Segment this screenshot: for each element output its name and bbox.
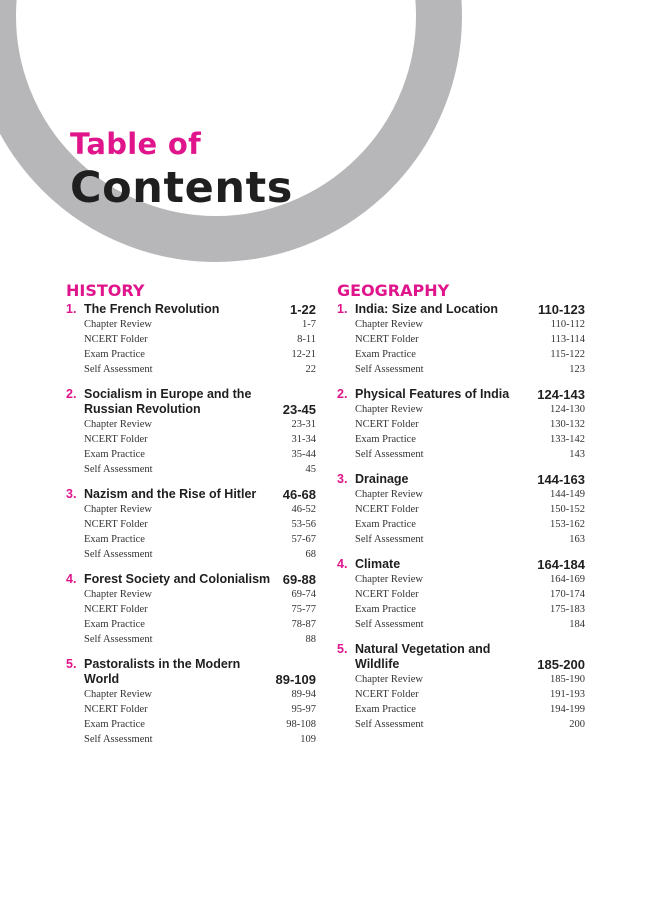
history-chapter-2 [66, 387, 316, 477]
subsection-label: Self Assessment [84, 464, 153, 475]
subsection-label: Chapter Review [355, 404, 423, 415]
subsection-label: NCERT Folder [355, 689, 419, 700]
subsection-item [84, 332, 316, 347]
subsection-label: Exam Practice [355, 519, 416, 530]
subsection-pages: 115-122 [550, 349, 585, 360]
subsection-label: Self Assessment [84, 549, 153, 560]
chapter-title: Climate [355, 557, 401, 571]
subsection-item [355, 672, 585, 687]
subsection-item [84, 687, 316, 702]
subsection-label: Chapter Review [355, 489, 423, 500]
subsection-item [84, 502, 316, 517]
chapter-subsections [66, 687, 316, 747]
subsection-pages: 69-74 [291, 589, 316, 600]
subsection-pages: 170-174 [550, 589, 585, 600]
history-heading: HISTORY [66, 281, 145, 300]
subsection-pages: 45 [305, 464, 316, 475]
chapter-header[interactable] [66, 487, 316, 502]
chapter-header[interactable] [66, 572, 316, 587]
subsection-label: Exam Practice [84, 534, 145, 545]
chapter-pages: 46-68 [282, 487, 316, 502]
chapter-title-row [355, 302, 585, 317]
subsection-pages: 95-97 [291, 704, 316, 715]
subsection-pages: 8-11 [297, 334, 316, 345]
subsection-label: NCERT Folder [355, 419, 419, 430]
chapter-number: 3. [66, 487, 77, 501]
subsection-pages: 124-130 [550, 404, 585, 415]
subsection-item [84, 732, 316, 747]
subsection-pages: 53-56 [291, 519, 316, 530]
subsection-pages: 153-162 [550, 519, 585, 530]
chapter-header[interactable] [337, 472, 585, 487]
subsection-pages: 89-94 [291, 689, 316, 700]
chapter-title: Pastoralists in the Modern World [84, 657, 241, 686]
subsection-label: NCERT Folder [84, 434, 148, 445]
chapter-title-row [355, 472, 585, 487]
chapter-header[interactable] [66, 657, 316, 687]
subsection-label: Chapter Review [84, 319, 152, 330]
chapter-subsections [337, 487, 585, 547]
chapter-title-row [355, 557, 585, 572]
subsection-pages: 23-31 [291, 419, 316, 430]
chapter-title: Socialism in Europe and the Russian Revolution [84, 387, 252, 416]
subsection-label: Exam Practice [355, 704, 416, 715]
subsection-item [355, 702, 585, 717]
subsection-item [355, 347, 585, 362]
subsection-pages: 12-21 [291, 349, 316, 360]
subsection-pages: 109 [300, 734, 316, 745]
chapter-subsections [337, 672, 585, 732]
chapter-pages: 69-88 [282, 572, 316, 587]
subsection-pages: 150-152 [550, 504, 585, 515]
geography-chapter-5 [337, 642, 585, 732]
subsection-label: Chapter Review [84, 689, 152, 700]
subsection-item [355, 447, 585, 462]
subsection-item [355, 532, 585, 547]
chapter-pages: 110-123 [538, 302, 585, 317]
subsection-label: Self Assessment [355, 719, 424, 730]
subsection-label: Self Assessment [355, 619, 424, 630]
chapter-header[interactable] [66, 302, 316, 317]
chapter-number: 1. [337, 302, 348, 316]
subsection-label: NCERT Folder [84, 519, 148, 530]
page-title [70, 126, 293, 214]
subsection-item [84, 362, 316, 377]
history-column [66, 280, 316, 757]
subsection-pages: 22 [305, 364, 316, 375]
subsection-item [355, 717, 585, 732]
geography-column [337, 280, 585, 742]
chapter-header[interactable] [66, 387, 316, 417]
subsection-pages: 133-142 [550, 434, 585, 445]
subsection-item [84, 417, 316, 432]
subsection-item [355, 487, 585, 502]
chapter-number: 5. [337, 642, 348, 656]
chapter-pages: 164-184 [537, 557, 585, 572]
subsection-pages: 46-52 [291, 504, 316, 515]
chapter-header[interactable] [337, 642, 585, 672]
chapter-title-row [84, 487, 316, 502]
chapter-header[interactable] [337, 387, 585, 402]
subsection-pages: 175-183 [550, 604, 585, 615]
subsection-label: NCERT Folder [84, 604, 148, 615]
chapter-title-row [84, 572, 316, 587]
subsection-item [355, 587, 585, 602]
subsection-item [355, 317, 585, 332]
subsection-pages: 113-114 [550, 334, 585, 345]
subsection-label: Self Assessment [84, 634, 153, 645]
subsection-item [84, 517, 316, 532]
chapter-title: Nazism and the Rise of Hitler [84, 487, 257, 501]
chapter-pages: 23-45 [282, 402, 316, 417]
subsection-pages: 191-193 [550, 689, 585, 700]
subsection-pages: 184 [569, 619, 585, 630]
chapter-header[interactable] [337, 557, 585, 572]
subsection-pages: 194-199 [550, 704, 585, 715]
subsection-item [355, 432, 585, 447]
chapter-pages: 144-163 [537, 472, 585, 487]
subsection-label: NCERT Folder [355, 334, 419, 345]
chapter-subsections [66, 417, 316, 477]
subsection-pages: 75-77 [291, 604, 316, 615]
chapter-number: 5. [66, 657, 77, 671]
chapter-number: 3. [337, 472, 348, 486]
subsection-item [355, 402, 585, 417]
subsection-item [84, 432, 316, 447]
chapter-subsections [66, 587, 316, 647]
subsection-pages: 123 [569, 364, 585, 375]
subsection-label: Exam Practice [355, 434, 416, 445]
subsection-pages: 130-132 [550, 419, 585, 430]
subsection-label: NCERT Folder [84, 334, 148, 345]
subsection-label: Exam Practice [84, 619, 145, 630]
subsection-label: Exam Practice [355, 604, 416, 615]
subsection-label: Self Assessment [355, 534, 424, 545]
chapter-title: The French Revolution [84, 302, 220, 316]
title-line-1: Table of [70, 127, 202, 161]
subsection-pages: 78-87 [291, 619, 316, 630]
subsection-item [355, 617, 585, 632]
subsection-label: Exam Practice [84, 349, 145, 360]
subsection-pages: 164-169 [550, 574, 585, 585]
subsection-item [84, 347, 316, 362]
subsection-label: Self Assessment [355, 364, 424, 375]
subsection-label: Self Assessment [84, 734, 153, 745]
subsection-item [84, 532, 316, 547]
subsection-item [84, 602, 316, 617]
subsection-label: Exam Practice [84, 719, 145, 730]
subsection-item [84, 717, 316, 732]
subsection-pages: 163 [569, 534, 585, 545]
chapter-number: 1. [66, 302, 77, 316]
chapter-title: Drainage [355, 472, 409, 486]
subsection-item [355, 362, 585, 377]
chapter-subsections [66, 502, 316, 562]
subsection-pages: 68 [305, 549, 316, 560]
subsection-label: Chapter Review [355, 574, 423, 585]
subsection-pages: 1-7 [302, 319, 316, 330]
subsection-item [84, 317, 316, 332]
subsection-item [84, 462, 316, 477]
chapter-title: Natural Vegetation and Wildlife [355, 642, 491, 671]
subsection-item [355, 332, 585, 347]
subsection-pages: 98-108 [286, 719, 316, 730]
subsection-label: Chapter Review [84, 589, 152, 600]
subsection-label: NCERT Folder [355, 589, 419, 600]
subsection-item [355, 687, 585, 702]
subsection-pages: 88 [305, 634, 316, 645]
chapter-subsections [66, 317, 316, 377]
chapter-title: India: Size and Location [355, 302, 499, 316]
subsection-pages: 143 [569, 449, 585, 460]
subsection-pages: 35-44 [291, 449, 316, 460]
chapter-number: 4. [66, 572, 77, 586]
chapter-subsections [337, 572, 585, 632]
subsection-label: NCERT Folder [355, 504, 419, 515]
subsection-label: Self Assessment [84, 364, 153, 375]
subsection-item [84, 447, 316, 462]
history-chapter-1 [66, 302, 316, 377]
history-chapter-5 [66, 657, 316, 747]
geography-chapter-2 [337, 387, 585, 462]
subsection-item [355, 417, 585, 432]
chapter-pages: 124-143 [537, 387, 585, 402]
subsection-label: Self Assessment [355, 449, 424, 460]
subsection-pages: 31-34 [291, 434, 316, 445]
subsection-item [355, 502, 585, 517]
subsection-item [84, 632, 316, 647]
chapter-header[interactable] [337, 302, 585, 317]
title-line-2: Contents [70, 163, 293, 213]
subsection-label: Chapter Review [355, 319, 423, 330]
subsection-pages: 185-190 [550, 674, 585, 685]
chapter-pages: 185-200 [537, 657, 585, 672]
subsection-item [355, 572, 585, 587]
chapter-title-row [84, 387, 316, 417]
chapter-subsections [337, 402, 585, 462]
subsection-pages: 200 [569, 719, 585, 730]
chapter-number: 2. [66, 387, 77, 401]
chapter-title-row [355, 642, 585, 672]
geography-heading: GEOGRAPHY [337, 281, 450, 300]
subsection-item [84, 587, 316, 602]
subsection-item [84, 702, 316, 717]
subsection-item [355, 602, 585, 617]
chapter-pages: 89-109 [275, 672, 316, 687]
subsection-item [84, 547, 316, 562]
chapter-pages: 1-22 [289, 302, 316, 317]
subsection-item [84, 617, 316, 632]
chapter-subsections [337, 317, 585, 377]
subsection-item [355, 517, 585, 532]
subsection-label: Exam Practice [84, 449, 145, 460]
subsection-pages: 110-112 [550, 319, 585, 330]
subsection-label: Chapter Review [355, 674, 423, 685]
subsection-pages: 57-67 [291, 534, 316, 545]
geography-chapter-4 [337, 557, 585, 632]
subsection-label: Exam Practice [355, 349, 416, 360]
subsection-label: NCERT Folder [84, 704, 148, 715]
chapter-title-row [84, 657, 316, 687]
history-chapter-4 [66, 572, 316, 647]
chapter-title-row [84, 302, 316, 317]
chapter-number: 4. [337, 557, 348, 571]
chapter-title-row [355, 387, 585, 402]
subsection-label: Chapter Review [84, 504, 152, 515]
chapter-number: 2. [337, 387, 348, 401]
chapter-title: Physical Features of India [355, 387, 510, 401]
geography-chapter-3 [337, 472, 585, 547]
subsection-pages: 144-149 [550, 489, 585, 500]
geography-chapter-1 [337, 302, 585, 377]
history-chapter-3 [66, 487, 316, 562]
chapter-title: Forest Society and Colonialism [84, 572, 271, 586]
subsection-label: Chapter Review [84, 419, 152, 430]
